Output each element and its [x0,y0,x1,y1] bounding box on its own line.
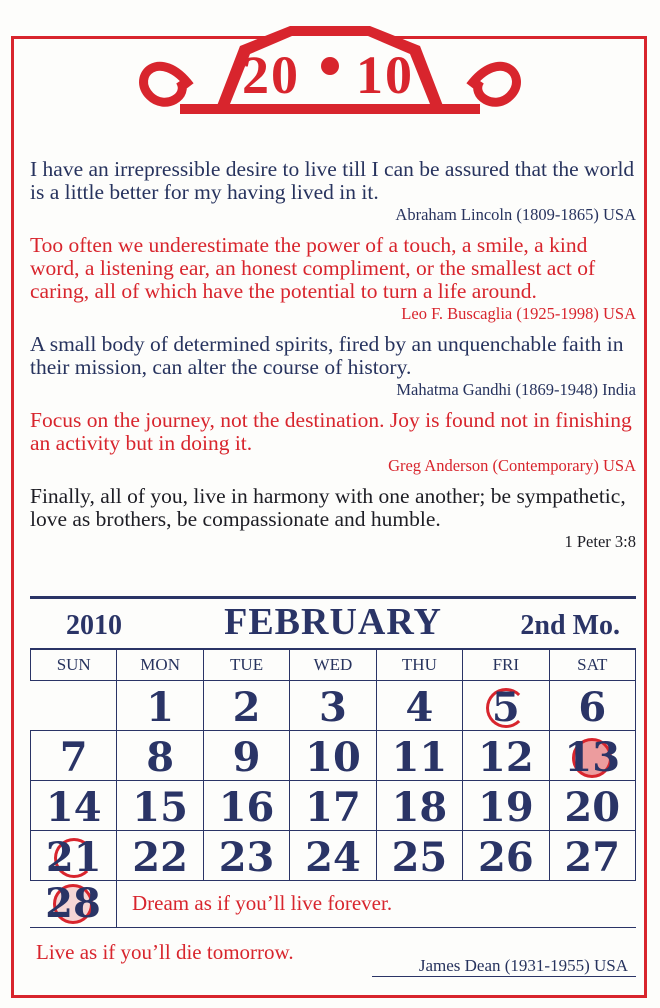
day-cell [463,731,549,781]
day-number: 9 [232,734,261,781]
quote-text: Finally, all of you, live in harmony with one another; be sympathetic, love as brothers, be compassionate and humble. [30,484,626,531]
day-cell [463,831,549,881]
calendar-top-rule [30,596,636,599]
weekday-sun: SUN [31,649,117,681]
day-number: 10 [305,734,361,781]
month-ordinal: 2nd Mo. [520,610,620,641]
day-number: 13 [564,734,621,781]
day-number: 22 [132,834,188,881]
quote-peter [30,485,636,553]
day-number: 7 [59,734,88,781]
day-number: 20 [564,784,621,831]
motto-author-underline [372,976,636,977]
weekday-fri: FRI [463,649,549,681]
day-cell [376,781,462,831]
day-number: 3 [319,684,347,731]
day-number: 27 [564,834,621,881]
quote-anderson [30,409,636,477]
day-cell [463,781,549,831]
weekday-thu: THU [376,649,462,681]
day-number: 11 [391,734,448,781]
day-number: 2 [232,684,261,731]
day-cell [117,781,203,831]
day-number: 4 [405,684,434,731]
quote-text: I have an irrepressible desire to live till I can be assured that the world is a little better for my having lived in it. [30,157,635,204]
day-number: 26 [477,834,534,881]
day-cell [31,831,117,881]
day-cell [549,781,635,831]
day-cell [30,877,117,927]
empty-day-cell [31,681,117,731]
motto-author: James Dean (1931-1955) USA [418,956,628,975]
month-header [30,602,636,648]
day-cell [203,681,289,731]
day-cell [290,731,376,781]
day-cell [31,731,117,781]
day-cell [549,731,635,781]
day-number: 8 [146,734,175,781]
day-cell [117,831,203,881]
day-number: 18 [391,784,448,831]
motto-line-1: Dream as if you’ll live forever. [132,891,393,915]
day-number: 24 [305,834,361,881]
day-cell [549,831,635,881]
day-cell [203,831,289,881]
year-ornament [120,16,540,126]
quotes-section [30,158,636,561]
day-cell [203,781,289,831]
weekday-header-row [31,649,636,681]
month-title: FEBRUARY [224,601,442,643]
weekday-tue: TUE [203,649,289,681]
day-number: 14 [45,784,102,831]
quote-lincoln [30,158,636,226]
quote-author: Abraham Lincoln (1809-1865) USA [395,205,636,224]
calendar-week-row [31,831,636,881]
quote-gandhi [30,333,636,401]
calendar-grid [30,648,636,881]
day-cell [203,731,289,781]
quote-author: Greg Anderson (Contemporary) USA [388,456,636,475]
day-number: 28 [45,880,101,927]
day-number: 16 [218,784,275,831]
year-right-digits: 10 [356,45,414,105]
day-cell [376,831,462,881]
year-left-digits: 20 [242,45,300,105]
calendar-week-row [31,781,636,831]
day-number: 1 [146,684,175,731]
calendar-week-row [31,731,636,781]
day-cell [290,831,376,881]
day-number: 15 [132,784,188,831]
day-cell [31,781,117,831]
day-cell [549,681,635,731]
motto-line-2: Live as if you’ll die tomorrow. [36,940,294,964]
day-cell [290,681,376,731]
weekday-wed: WED [290,649,376,681]
quote-author: Leo F. Buscaglia (1925-1998) USA [401,304,636,323]
day-number: 5 [491,684,520,731]
day-number: 6 [578,684,607,731]
day-cell [290,781,376,831]
day-cell [117,681,203,731]
day-cell [117,731,203,781]
day-number: 23 [218,834,275,881]
weekday-mon: MON [117,649,203,681]
day-number: 19 [477,784,534,831]
day-number: 12 [477,734,534,781]
quote-author: Mahatma Gandhi (1869-1948) India [396,380,636,399]
quote-text: A small body of determined spirits, fired by an unquenchable faith in their mission, can alter the course of history. [30,332,624,379]
quote-buscaglia [30,234,636,325]
day-number: 17 [305,784,361,831]
day-cell [463,681,549,731]
quote-text: Too often we underestimate the power of a touch, a smile, a kind word, a listening ear, an honest compliment, or the smallest act of caring, all of which have the potential to turn a life around. [30,233,596,303]
calendar-year: 2010 [66,610,122,641]
day-number: 25 [391,834,448,881]
calendar-last-row [30,877,636,928]
weekday-sat: SAT [549,649,635,681]
calendar-week-row [31,681,636,731]
quote-author: 1 Peter 3:8 [564,532,636,551]
day-cell [376,731,462,781]
day-number: 21 [45,834,102,881]
day-cell [376,681,462,731]
quote-text: Focus on the journey, not the destination. Joy is found not in finishing an activity but in doing it. [30,408,632,455]
